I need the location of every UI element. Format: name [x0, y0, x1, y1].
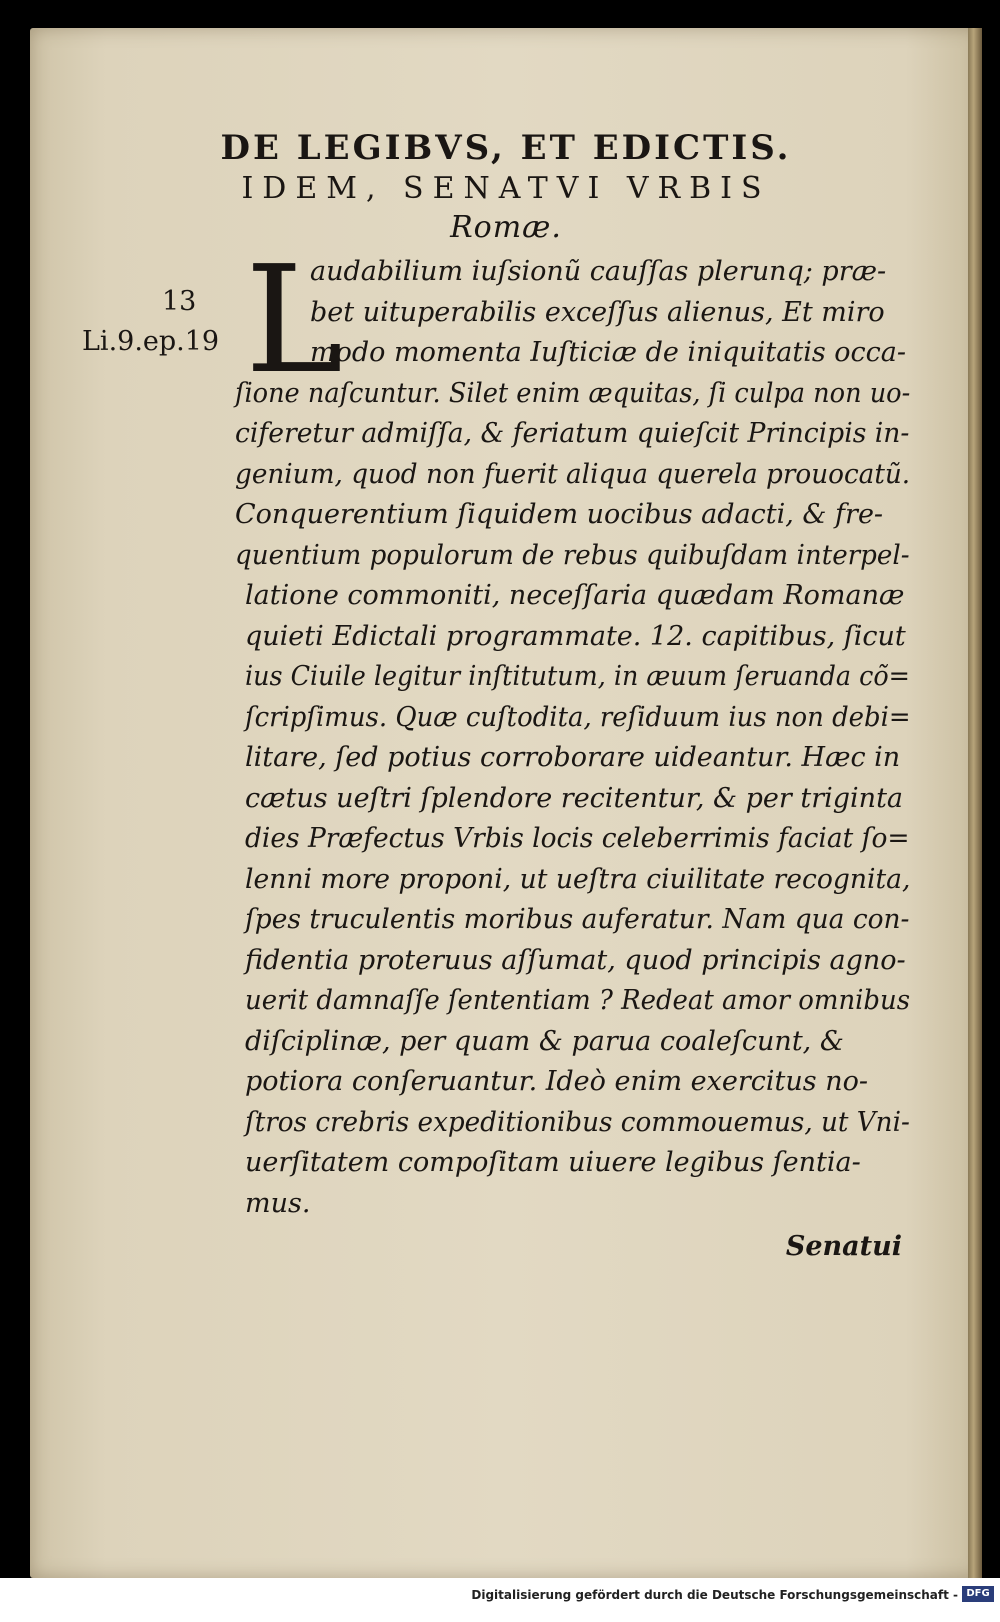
text-line: quentium populorum de rebus quibuſdam interpel-	[235, 539, 910, 571]
text-line: latione commoniti, neceſſaria quædam Romanæ	[245, 580, 905, 611]
text-line: potiora conſeruantur. Ideò enim exercitus no-	[245, 1066, 868, 1097]
text-line: genium, quod non fuerit aliqua querela prouocatũ.	[235, 458, 911, 490]
dfg-logo: DFG	[962, 1586, 994, 1602]
page-edge	[968, 28, 982, 1578]
catchword: Senatui	[785, 1231, 902, 1262]
margin-note-number: 13	[162, 286, 197, 317]
text-line: fidentia proteruus aſſumat, quod principis agno-	[245, 944, 906, 976]
text-line: uerit damnaſſe ſententiam ? Redeat amor omnibus	[245, 985, 911, 1016]
book-page	[30, 28, 982, 1578]
text-line: diſciplinæ, per quam & parua coaleſcunt, &	[245, 1025, 844, 1057]
digitization-footer	[0, 1578, 1000, 1622]
text-line: ſcripſimus. Quæ cuſtodita, reſiduum ius non debi=	[245, 701, 911, 733]
text-line: ſione naſcuntur. Silet enim æquitas, ſi culpa non uo-	[235, 377, 911, 409]
text-line: ius Ciuile legitur inſtitutum, in æuum ſeruanda cõ=	[245, 661, 910, 692]
text-line: dies Præfectus Vrbis locis celeberrimis faciat ſo=	[245, 823, 910, 854]
section-heading-continued: Romæ.	[450, 210, 562, 245]
text-line: uerſitatem compoſitam uiuere legibus ſentia-	[245, 1147, 861, 1178]
text-line: lenni more proponi, ut ueſtra ciuilitate recognita,	[245, 863, 911, 895]
drop-capital: L	[245, 234, 344, 406]
margin-note-reference: Li.9.ep.19	[82, 326, 220, 357]
text-line: ciferetur admiſſa, & feriatum quieſcit Principis in-	[235, 418, 910, 449]
text-line: bet uituperabilis exceſſus alienus, Et miro	[310, 296, 885, 328]
text-line: Conquerentium ſiquidem uocibus adacti, & fre-	[235, 499, 884, 530]
text-line: cætus ueſtri ſplendore recitentur, & per triginta	[245, 782, 904, 814]
running-title: DE LEGIBVS, ET EDICTIS.	[220, 128, 792, 168]
text-line: audabilium iuſsionũ cauſſas plerunq; præ-	[310, 256, 887, 287]
text-line: litare, ſed potius corroborare uideantur. Hæc in	[245, 742, 901, 773]
text-line: quieti Edictali programmate. 12. capitibus, ſicut	[245, 620, 906, 652]
text-line: modo momenta Iuſticiæ de iniquitatis occa-	[310, 337, 906, 368]
text-line: ſpes truculentis moribus auferatur. Nam qua con-	[245, 904, 910, 935]
section-heading: IDEM, SENATVI VRBIS	[241, 171, 771, 206]
footer-credit: Digitalisierung gefördert durch die Deutsche Forschungsgemeinschaft -	[471, 1588, 958, 1602]
text-line: ſtros crebris expeditionibus commouemus, ut Vni-	[245, 1106, 910, 1138]
text-line: mus.	[245, 1187, 311, 1219]
